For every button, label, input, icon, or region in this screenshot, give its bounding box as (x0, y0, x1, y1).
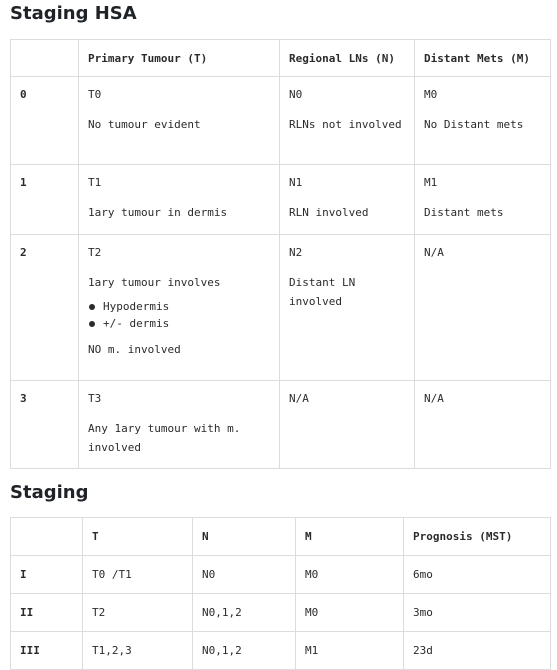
stage-cell: 2 (11, 235, 79, 381)
t-note: NO m. involved (88, 343, 181, 356)
table-row (11, 594, 551, 632)
m-cell: M0 (296, 556, 404, 594)
n-code: N0 (289, 88, 303, 101)
stage-cell: 3 (11, 381, 79, 469)
n-cell (280, 77, 415, 165)
stage-cell: I (11, 556, 83, 594)
m-code: M0 (424, 88, 438, 101)
m-code: N/A (424, 392, 444, 405)
t-code: T1 (88, 176, 102, 189)
header-regional-lns: Regional LNs (N) (280, 40, 415, 77)
t-cell (79, 381, 280, 469)
prognosis-cell: 6mo (404, 556, 551, 594)
stage-cell: 1 (11, 165, 79, 235)
m-cell (415, 235, 551, 381)
t-description: Any 1ary tumour with m. involved (88, 422, 241, 454)
table-row (11, 235, 551, 381)
table-header-row (11, 518, 551, 556)
t-cell (79, 165, 280, 235)
t-description: 1ary tumour in dermis (88, 206, 228, 219)
table-row (11, 556, 551, 594)
stage-cell: III (11, 632, 83, 670)
n-code: N2 (289, 246, 303, 259)
n-description: RLN involved (289, 206, 369, 219)
n-description: RLNs not involved (289, 118, 402, 131)
staging-heading: Staging (10, 482, 89, 503)
header-primary-tumour: Primary Tumour (T) (79, 40, 280, 77)
t-code: T3 (88, 392, 102, 405)
t-description: No tumour evident (88, 118, 201, 131)
hsa-staging-table (10, 39, 551, 469)
m-description: No Distant mets (424, 118, 524, 131)
m-cell: M0 (296, 594, 404, 632)
staging-prognosis-table (10, 517, 551, 670)
n-cell (280, 165, 415, 235)
staging-hsa-heading: Staging HSA (10, 3, 137, 24)
table-row (11, 77, 551, 165)
n-cell: N0 (193, 556, 296, 594)
prognosis-cell: 3mo (404, 594, 551, 632)
n-cell: N0,1,2 (193, 594, 296, 632)
t-cell: T2 (83, 594, 193, 632)
stage-cell: II (11, 594, 83, 632)
table-row (11, 165, 551, 235)
t-bullet-list (88, 298, 270, 332)
prognosis-cell: 23d (404, 632, 551, 670)
header-empty (11, 40, 79, 77)
t-cell (79, 77, 280, 165)
header-t: T (83, 518, 193, 556)
n-description: Distant LN involved (289, 276, 356, 308)
n-cell (280, 235, 415, 381)
t-cell: T0 /T1 (83, 556, 193, 594)
m-cell (415, 77, 551, 165)
n-cell: N0,1,2 (193, 632, 296, 670)
table-row (11, 381, 551, 469)
m-cell: M1 (296, 632, 404, 670)
m-code: M1 (424, 176, 438, 189)
header-m: M (296, 518, 404, 556)
table-header-row (11, 40, 551, 77)
m-description: Distant mets (424, 206, 504, 219)
list-item: +/- dermis (103, 315, 270, 332)
t-cell: T1,2,3 (83, 632, 193, 670)
table-row (11, 632, 551, 670)
m-code: N/A (424, 246, 444, 259)
stage-cell: 0 (11, 77, 79, 165)
header-n: N (193, 518, 296, 556)
header-distant-mets: Distant Mets (M) (415, 40, 551, 77)
m-cell (415, 381, 551, 469)
t-cell (79, 235, 280, 381)
header-prognosis: Prognosis (MST) (404, 518, 551, 556)
n-code: N1 (289, 176, 303, 189)
t-code: T0 (88, 88, 102, 101)
list-item: Hypodermis (103, 298, 270, 315)
header-empty (11, 518, 83, 556)
t-code: T2 (88, 246, 102, 259)
n-code: N/A (289, 392, 309, 405)
n-cell (280, 381, 415, 469)
t-description: 1ary tumour involves (88, 276, 221, 289)
m-cell (415, 165, 551, 235)
